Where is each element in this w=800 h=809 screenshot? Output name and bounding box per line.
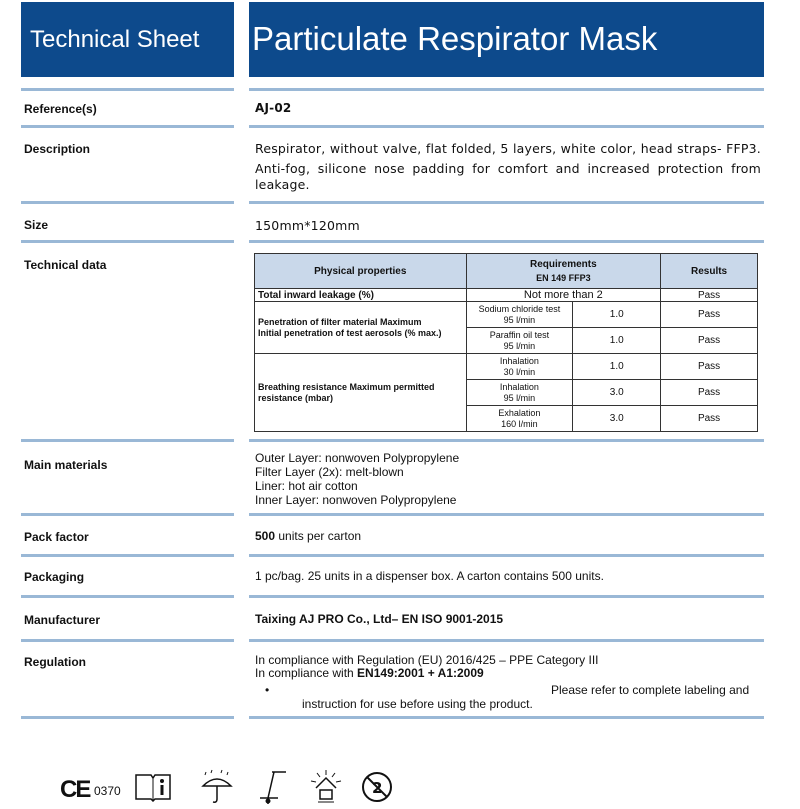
column-header-requirements (466, 254, 661, 289)
info-manual-icon (134, 772, 172, 802)
test-name: Exhalation (498, 407, 541, 418)
test-flow: 95 l/min (503, 340, 536, 351)
test-condition (466, 302, 573, 328)
divider (249, 595, 764, 598)
table-row (255, 302, 758, 328)
leakage-requirement: Not more than 2 (466, 289, 661, 302)
breathing-property-line-2: resistance (mbar) (258, 392, 334, 403)
divider (21, 716, 234, 719)
test-name: Inhalation (499, 355, 539, 366)
test-name: Paraffin oil test (489, 329, 550, 340)
divider (249, 125, 764, 128)
list-item: Outer Layer: nonwoven Polypropylene (255, 451, 460, 465)
regulation-label: Regulation (24, 655, 86, 669)
keep-away-sunlight-icon (308, 768, 344, 806)
size-label: Size (24, 218, 49, 232)
pack-unit-text: units per carton (275, 529, 362, 543)
regulation-line-3: Please refer to complete labeling and (551, 683, 750, 697)
svg-text:2: 2 (372, 779, 383, 797)
test-name: Sodium chloride test (478, 303, 561, 314)
description-line-1: Respirator, without valve, flat folded, 5 layers, white color, head straps- FFP3. (255, 141, 761, 156)
test-flow: 95 l/min (503, 314, 536, 325)
description-label: Description (24, 142, 91, 156)
penetration-property-line-1: Penetration of filter material Maximum (258, 316, 422, 327)
reference-label: Reference(s) (24, 102, 97, 116)
divider (249, 513, 764, 516)
breathing-property-line-1: Breathing resistance Maximum permitted (258, 381, 435, 392)
test-result: Pass (661, 380, 758, 406)
regulation-line-1: In compliance with Regulation (EU) 2016/425 – PPE Category III (255, 653, 599, 667)
requirements-title: Requirements (529, 258, 597, 270)
divider (21, 554, 234, 557)
pack-quantity: 500 (255, 529, 276, 543)
notified-body-number: 0370 (94, 784, 121, 798)
header-right-panel (249, 2, 764, 77)
divider (249, 554, 764, 557)
test-flow: 160 l/min (501, 418, 538, 429)
divider (21, 513, 234, 516)
divider (21, 125, 234, 128)
test-condition (466, 354, 573, 380)
column-header-physical-properties: Physical properties (255, 254, 467, 289)
divider (249, 639, 764, 642)
divider (249, 201, 764, 204)
ce-mark-text: CE (60, 776, 90, 803)
penetration-property-line-2: Initial penetration of test aerosols (% max.) (258, 327, 442, 338)
divider (21, 88, 234, 91)
divider (249, 88, 764, 91)
leakage-result: Pass (661, 289, 758, 302)
leakage-property: Total inward leakage (%) (255, 289, 467, 302)
bullet-icon: • (265, 683, 270, 697)
divider (249, 716, 764, 719)
keep-dry-icon (200, 768, 234, 806)
divider (21, 439, 234, 442)
column-header-results: Results (661, 254, 758, 289)
test-flow: 30 l/min (503, 366, 536, 377)
ce-mark-icon (60, 776, 89, 804)
manufacturer-value: Taixing AJ PRO Co., Ltd– EN ISO 9001-2015 (255, 612, 504, 626)
regulation-standard: EN149:2001 + A1:2009 (357, 666, 484, 680)
materials-list (255, 451, 459, 507)
table-row (255, 289, 758, 302)
test-value: 3.0 (573, 406, 661, 432)
list-item: Inner Layer: nonwoven Polypropylene (255, 493, 457, 507)
test-value: 1.0 (573, 328, 661, 354)
temperature-limit-icon (256, 768, 290, 806)
list-item: Liner: hot air cotton (255, 479, 358, 493)
list-item: Filter Layer (2x): melt-blown (255, 465, 404, 479)
header-left-title: Technical Sheet (30, 26, 200, 53)
divider (249, 240, 764, 243)
test-value: 3.0 (573, 380, 661, 406)
divider (21, 201, 234, 204)
test-value: 1.0 (573, 354, 661, 380)
page-title: Particulate Respirator Mask (252, 20, 658, 57)
test-flow: 95 l/min (503, 392, 536, 403)
packaging-value: 1 pc/bag. 25 units in a dispenser box. A carton contains 500 units. (255, 569, 604, 583)
divider (21, 240, 234, 243)
single-use-icon (360, 770, 394, 804)
description-line-2: Anti-fog, silicone nose padding for comfort and increased protection from (255, 161, 761, 176)
technical-data-label: Technical data (24, 258, 107, 272)
divider (249, 439, 764, 442)
test-condition (466, 406, 573, 432)
divider (21, 639, 234, 642)
table-header-row (255, 254, 758, 289)
test-result: Pass (661, 328, 758, 354)
reference-value: AJ-02 (255, 101, 292, 115)
test-condition (466, 380, 573, 406)
description-line-3: leakage. (255, 177, 310, 192)
packaging-label: Packaging (24, 570, 85, 584)
divider (21, 595, 234, 598)
manufacturer-label: Manufacturer (24, 613, 101, 627)
penetration-property (255, 302, 467, 354)
technical-data-table (254, 253, 758, 432)
pack-factor-label: Pack factor (24, 530, 89, 544)
test-condition (466, 328, 573, 354)
test-result: Pass (661, 302, 758, 328)
pack-factor-value (255, 529, 361, 543)
test-name: Inhalation (499, 381, 539, 392)
regulation-line-2 (255, 667, 484, 680)
table-row (255, 354, 758, 380)
test-result: Pass (661, 406, 758, 432)
size-value: 150mm*120mm (255, 218, 360, 233)
regulation-prefix: In compliance with (255, 666, 358, 680)
header-left-panel (21, 2, 234, 77)
main-materials-label: Main materials (24, 458, 108, 472)
requirements-standard: EN 149 FFP3 (536, 272, 591, 283)
regulation-line-4: instruction for use before using the product. (302, 697, 533, 711)
test-result: Pass (661, 354, 758, 380)
breathing-property (255, 354, 467, 432)
test-value: 1.0 (573, 302, 661, 328)
